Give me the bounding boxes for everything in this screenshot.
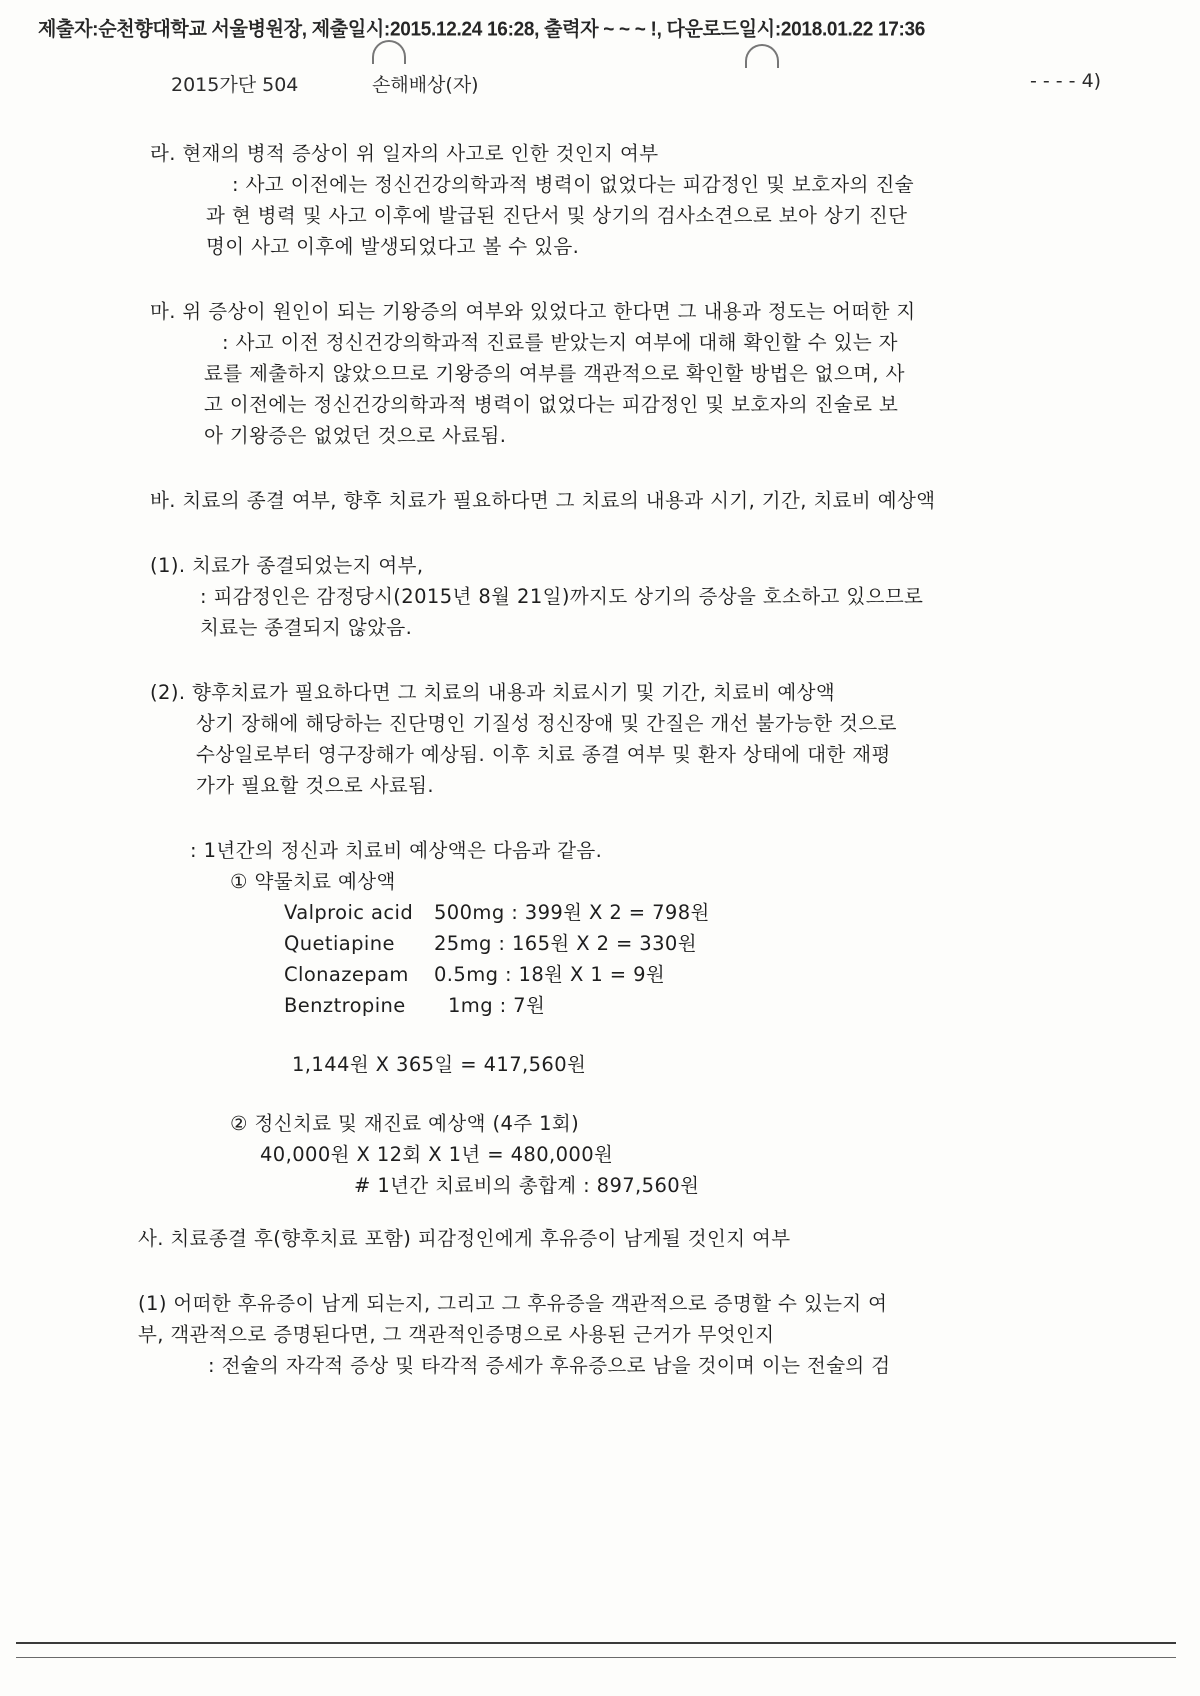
medication-spec: 500mg : 399원 X 2 = 798원 xyxy=(434,901,710,924)
subsection-ba-1 xyxy=(150,550,1042,643)
medication-spec: 25mg : 165원 X 2 = 330원 xyxy=(434,932,697,955)
subsection-title: (1). 치료가 종결되었는지 여부, xyxy=(150,554,424,577)
therapy-cost-line: 40,000원 X 12회 X 1년 = 480,000원 xyxy=(260,1143,614,1166)
section-title: 바. 치료의 종결 여부, 향후 치료가 필요하다면 그 치료의 내용과 시기, 기간, 치료비 예상액 xyxy=(150,489,936,512)
section-title: 마. 위 증상이 원인이 되는 기왕증의 여부와 있었다고 한다면 그 내용과 정도는 어떠한 지 xyxy=(150,300,916,323)
therapy-cost-title: ② 정신치료 및 재진료 예상액 (4주 1회) xyxy=(230,1112,580,1135)
footer-rule xyxy=(16,1642,1176,1644)
cost-estimate xyxy=(150,835,1042,1201)
subsection-ba-2 xyxy=(150,677,1042,801)
page-number: - - - - 4) xyxy=(1030,70,1102,92)
text-line: : 피감정인은 감정당시(2015년 8월 21일)까지도 상기의 증상을 호소하고 있으므로 xyxy=(200,585,924,608)
punch-hole-mark xyxy=(745,44,779,68)
text-line: 가가 필요할 것으로 사료됨. xyxy=(196,774,435,797)
case-number: 2015가단 504 xyxy=(171,74,299,96)
document-body xyxy=(138,138,1042,1381)
text-line: 료를 제출하지 않았으므로 기왕증의 여부를 객관적으로 확인할 방법은 없으며, 사 xyxy=(204,362,905,385)
footer-rule xyxy=(16,1657,1176,1658)
medication-name: Valproic acid xyxy=(284,901,414,924)
text-line: 상기 장해에 해당하는 진단명인 기질성 정신장애 및 간질은 개선 불가능한 것으로 xyxy=(196,712,897,735)
text-line: 과 현 병력 및 사고 이후에 발급된 진단서 및 상기의 검사소견으로 보아 상기 진단 xyxy=(206,204,908,227)
section-title: 사. 치료종결 후(향후치료 포함) 피감정인에게 후유증이 남게될 것인지 여부 xyxy=(138,1227,791,1250)
grand-total: # 1년간 치료비의 총합계 : 897,560원 xyxy=(354,1174,700,1197)
medication-row xyxy=(284,928,1042,959)
medication-spec: 1mg : 7원 xyxy=(448,994,546,1017)
section-ba xyxy=(150,485,1042,1201)
text-line: 치료는 종결되지 않았음. xyxy=(200,616,413,639)
text-line: : 사고 이전에는 정신건강의학과적 병력이 없었다는 피감정인 및 보호자의 진술 xyxy=(232,173,914,196)
punch-hole-mark xyxy=(372,40,406,64)
section-body xyxy=(204,327,1042,451)
text-line: 명이 사고 이후에 발생되었다고 볼 수 있음. xyxy=(206,235,580,258)
text-line: : 사고 이전 정신건강의학과적 진료를 받았는지 여부에 대해 확인할 수 있는 자 xyxy=(222,331,898,354)
subsection-title: (1) 어떠한 후유증이 남게 되는지, 그리고 그 후유증을 객관적으로 증명할 수 있는지 여 xyxy=(138,1292,888,1315)
section-sa xyxy=(138,1223,1042,1381)
medication-cost-title: ① 약물치료 예상액 xyxy=(230,870,396,893)
section-title: 라. 현재의 병적 증상이 위 일자의 사고로 인한 것인지 여부 xyxy=(150,142,659,165)
medication-name: Benztropine xyxy=(284,994,406,1017)
medication-row xyxy=(284,897,1042,928)
text-line: 고 이전에는 정신건강의학과적 병력이 없었다는 피감정인 및 보호자의 진술로 보 xyxy=(204,393,899,416)
medication-spec: 0.5mg : 18원 X 1 = 9원 xyxy=(434,963,666,986)
section-ma xyxy=(150,296,1042,451)
subsection-body xyxy=(200,581,1042,643)
medication-name: Quetiapine xyxy=(284,932,395,955)
subsection-sa-1 xyxy=(138,1288,1042,1381)
submission-stamp: 제출자:순천향대학교 서울병원장, 제출일시:2015.12.24 16:28, 출력자 ~ ~ ~ !, 다운로드일시:2018.01.22 17:36 xyxy=(38,18,926,41)
text-line: 아 기왕증은 없었던 것으로 사료됨. xyxy=(204,424,507,447)
case-title: 손해배상(자) xyxy=(372,74,479,96)
text-line: : 전술의 자각적 증상 및 타각적 증세가 후유증으로 남을 것이며 이는 전술의 검 xyxy=(208,1354,891,1377)
section-ra xyxy=(150,138,1042,262)
subsection-title: 부, 객관적으로 증명된다면, 그 객관적인증명으로 사용된 근거가 무엇인지 xyxy=(138,1323,775,1346)
section-body xyxy=(206,169,1042,262)
medication-row xyxy=(284,990,1042,1021)
cost-intro: : 1년간의 정신과 치료비 예상액은 다음과 같음. xyxy=(190,839,603,862)
medication-total: 1,144원 X 365일 = 417,560원 xyxy=(292,1053,587,1076)
medication-row xyxy=(284,959,1042,990)
subsection-body xyxy=(196,708,1042,801)
text-line: 수상일로부터 영구장해가 예상됨. 이후 치료 종결 여부 및 환자 상태에 대한 재평 xyxy=(196,743,891,766)
subsection-title: (2). 향후치료가 필요하다면 그 치료의 내용과 치료시기 및 기간, 치료비 예상액 xyxy=(150,681,836,704)
medication-name: Clonazepam xyxy=(284,963,409,986)
